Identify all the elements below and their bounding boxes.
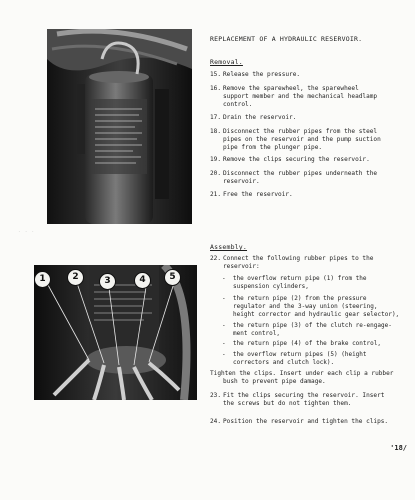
callout-3: 3 (99, 273, 116, 290)
bullet-pipe-2: - the return pipe (2) from the pressure regulator and the 3-way union (steering, height corrector and hydraulic gear selector), (222, 295, 400, 318)
bullet-pipe-5: - the overflow return pipes (5) (height correctors and clutch lock). (222, 351, 367, 366)
step-19: 19. Remove the clips securing the reservoir. (210, 156, 370, 163)
step-16: 16. Remove the sparewheel, the sparewheel support member and the mechanical headlamp control. (210, 85, 378, 108)
tighten-clips-note: Tighten the clips. Insert under each clip a rubber bush to prevent pipe damage. (210, 370, 394, 385)
step-23: 23. Fit the clips securing the reservoir. Insert the screws but do not tighten them. (210, 392, 385, 407)
callout-5: 5 (164, 269, 181, 286)
page-number: '18/ (390, 444, 407, 452)
step-22: 22. Connect the following rubber pipes to the reservoir: (210, 255, 374, 270)
bullet-pipe-3: - the return pipe (3) of the clutch re-engage- ment control, (222, 322, 392, 337)
scan-artifact: · · · (18, 229, 36, 234)
step-15: 15. Release the pressure. (210, 71, 301, 78)
step-17: 17. Drain the reservoir. (210, 114, 297, 121)
assembly-heading: Assembly. (210, 243, 248, 251)
page-title: REPLACEMENT OF A HYDRAULIC RESERVOIR. (210, 35, 363, 43)
bullet-pipe-1: - the overflow return pipe (1) from the suspension cylinders, (222, 275, 367, 290)
bullet-pipe-4: - the return pipe (4) of the brake control, (222, 340, 381, 347)
reservoir-pipes-photo (34, 265, 197, 400)
callout-4: 4 (134, 272, 151, 289)
callout-2: 2 (67, 269, 84, 286)
reservoir-photo-top (47, 29, 192, 224)
callout-1: 1 (34, 271, 51, 288)
removal-heading: Removal. (210, 58, 243, 66)
step-18: 18. Disconnect the rubber pipes from the steel pipes on the reservoir and the pump suction pipe from the plunger pipe. (210, 128, 381, 151)
step-24: 24. Position the reservoir and tighten the clips. (210, 418, 389, 425)
step-20: 20. Disconnect the rubber pipes underneath the reservoir. (210, 170, 378, 185)
reservoir-photo-top-image (47, 29, 192, 224)
step-21: 21. Free the reservoir. (210, 191, 293, 198)
